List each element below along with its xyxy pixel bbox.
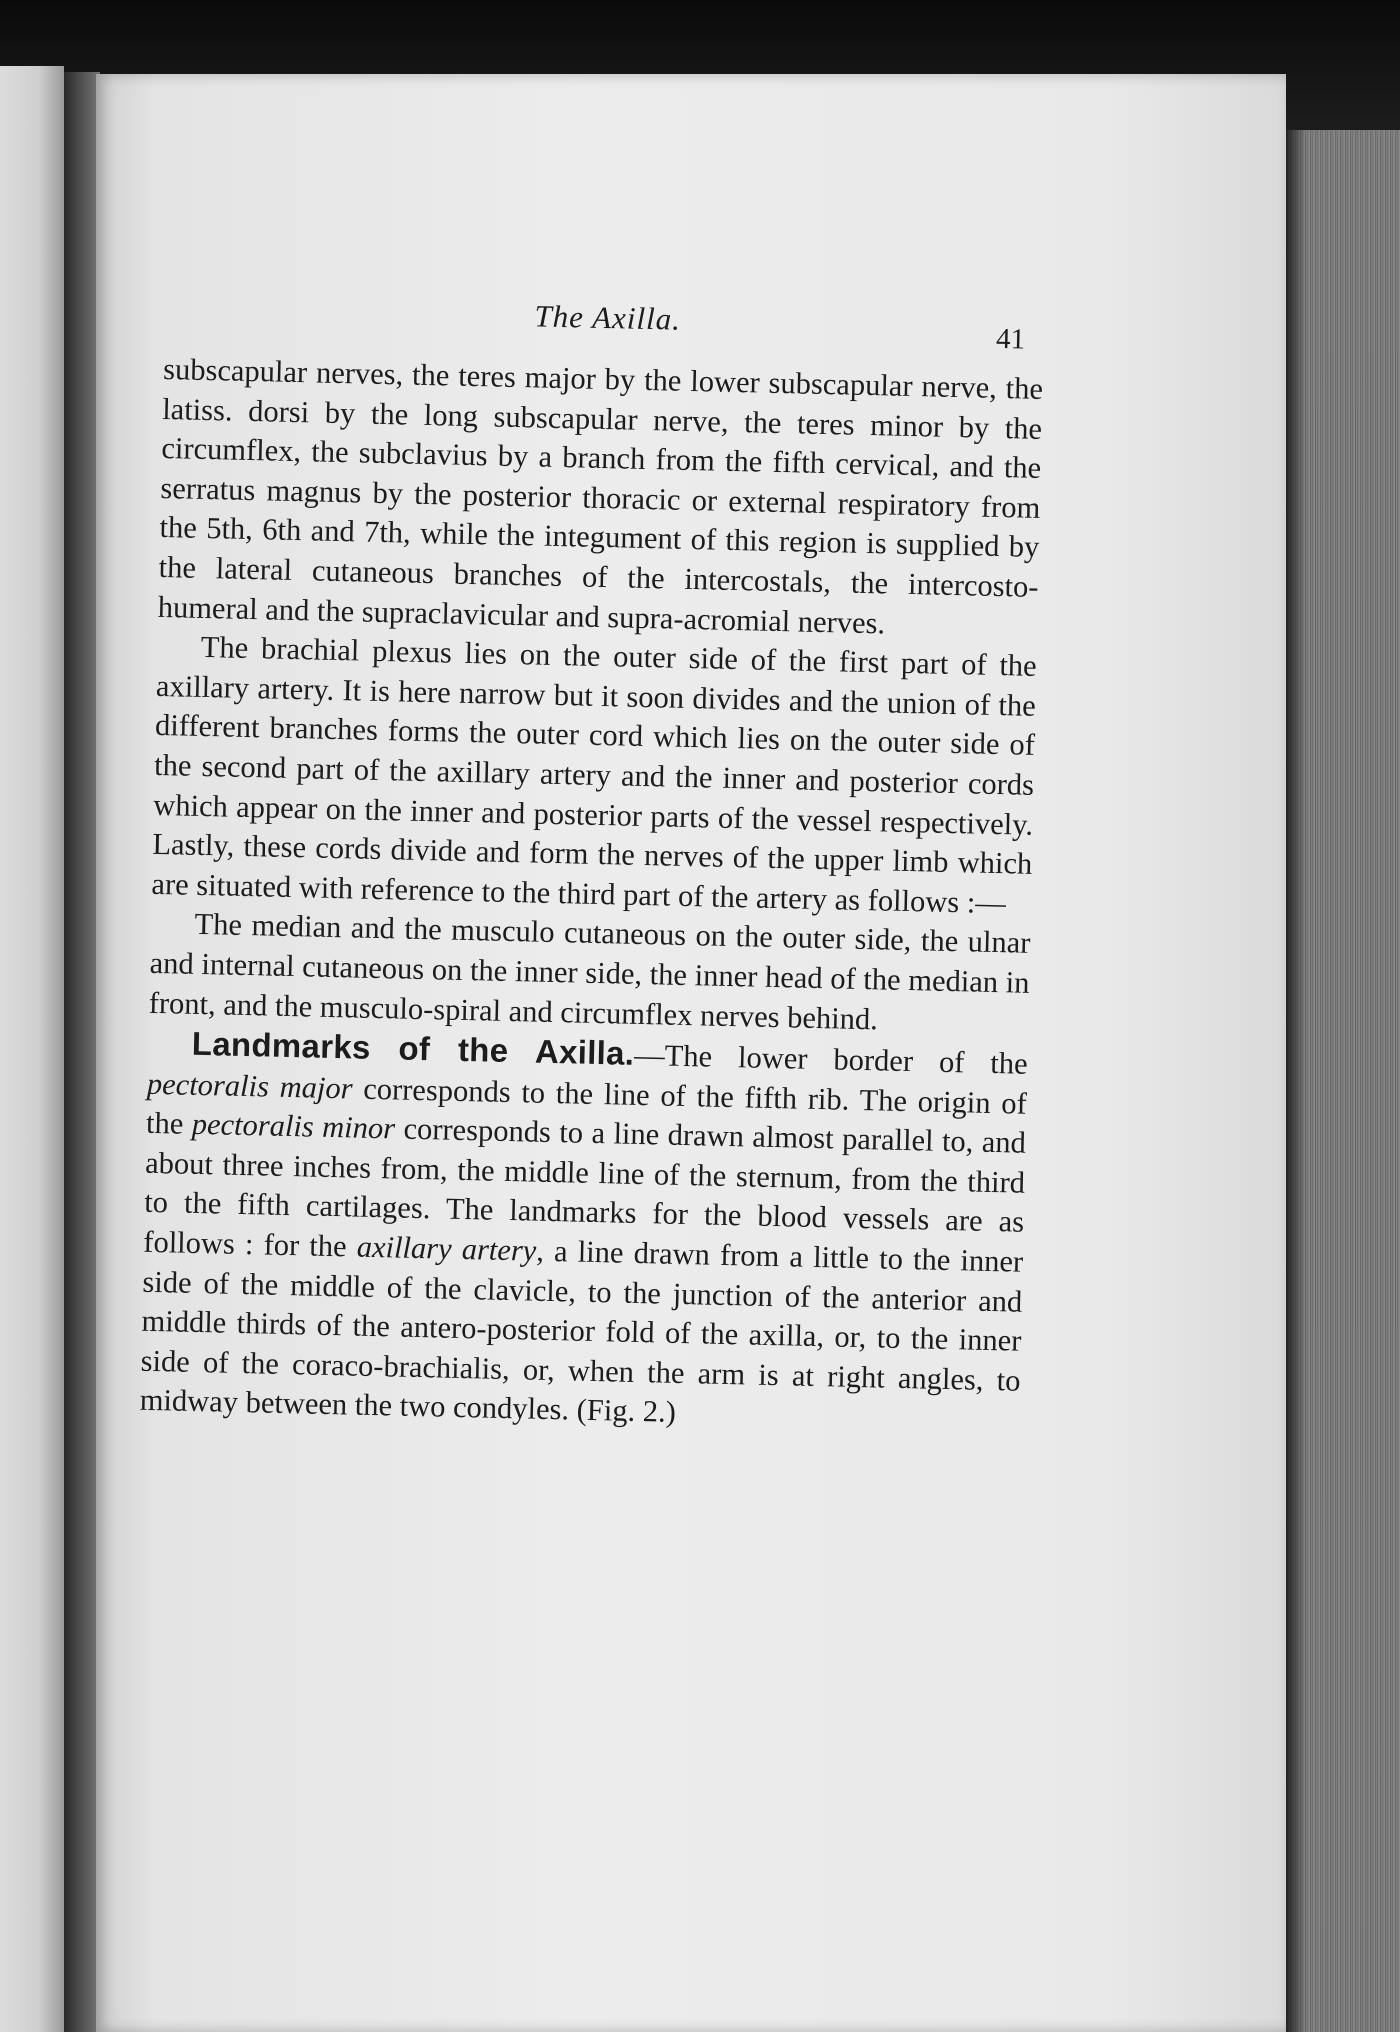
term-pectoralis-minor: pectoralis minor bbox=[191, 1107, 396, 1146]
paragraph-landmarks bbox=[139, 1023, 1028, 1441]
landmarks-text-4: , a line drawn from a little to the inner side of the middle of the clavicle, to the junction of the anterior and middle thirds of the antero-posterior fold of the axilla, or, to the inner side of the coraco-brachialis, or, when the arm is at right angles, to midway between the two condyles. (Fig. 2.) bbox=[139, 1233, 1024, 1430]
page-number: 41 bbox=[995, 322, 1026, 356]
book-gutter bbox=[64, 72, 100, 2032]
paragraph-nerve-positions: The median and the musculo cutaneous on the outer side, the ulnar and internal cutaneous on the inner side, the inner head of the median in front, and the musculo-spiral and circumflex nerves behind. bbox=[148, 907, 1031, 1036]
term-axillary-artery: axillary artery bbox=[356, 1229, 537, 1268]
paragraph-nerve-supply: subscapular nerves, the teres major by the lower subscapular nerve, the latiss. dorsi by the long subscapular nerve, the teres minor by the circumflex, the subclavius by a branch from the fifth cervical, and the serratus magnus by the posterior thoracic or external respiratory from the 5th, 6th and 7th, while the integument of this region is supplied by the lateral cutaneous branches of the intercostals, the intercosto-humeral and the supraclavicular and supra-acromial nerves. bbox=[157, 351, 1044, 640]
facing-page-edge bbox=[0, 66, 64, 2032]
term-pectoralis-major: pectoralis major bbox=[146, 1066, 353, 1106]
landmarks-text-1: —The lower border of the bbox=[633, 1037, 1029, 1081]
landmarks-text-3: corresponds to a line drawn almost parallel to, and about three inches from, the middle line of the sternum, from the third to the fifth cartilages. The landmarks for the blood vessels are as follows : for the bbox=[143, 1111, 1027, 1264]
landmarks-text-2: corresponds to the line of the fifth rib. The origin of the bbox=[145, 1071, 1028, 1142]
running-title: The Axilla. bbox=[534, 298, 682, 337]
page-edge-shadow bbox=[1286, 130, 1306, 2032]
paragraph-brachial-plexus: The brachial plexus lies on the outer side of the first part of the axillary artery. It is here narrow but it soon divides and the union of the different branches forms the outer cord which lies on the outer side of the second part of the axillary artery and the inner and posterior cords which appear on the inner and posterior parts of the vessel respectively. Lastly, these cords divide and form the nerves of the upper limb which are situated with reference to the third part of the artery as follows :— bbox=[151, 630, 1038, 920]
page-text-block bbox=[139, 290, 1044, 1441]
section-heading: Landmarks of the Axilla. bbox=[191, 1024, 635, 1072]
